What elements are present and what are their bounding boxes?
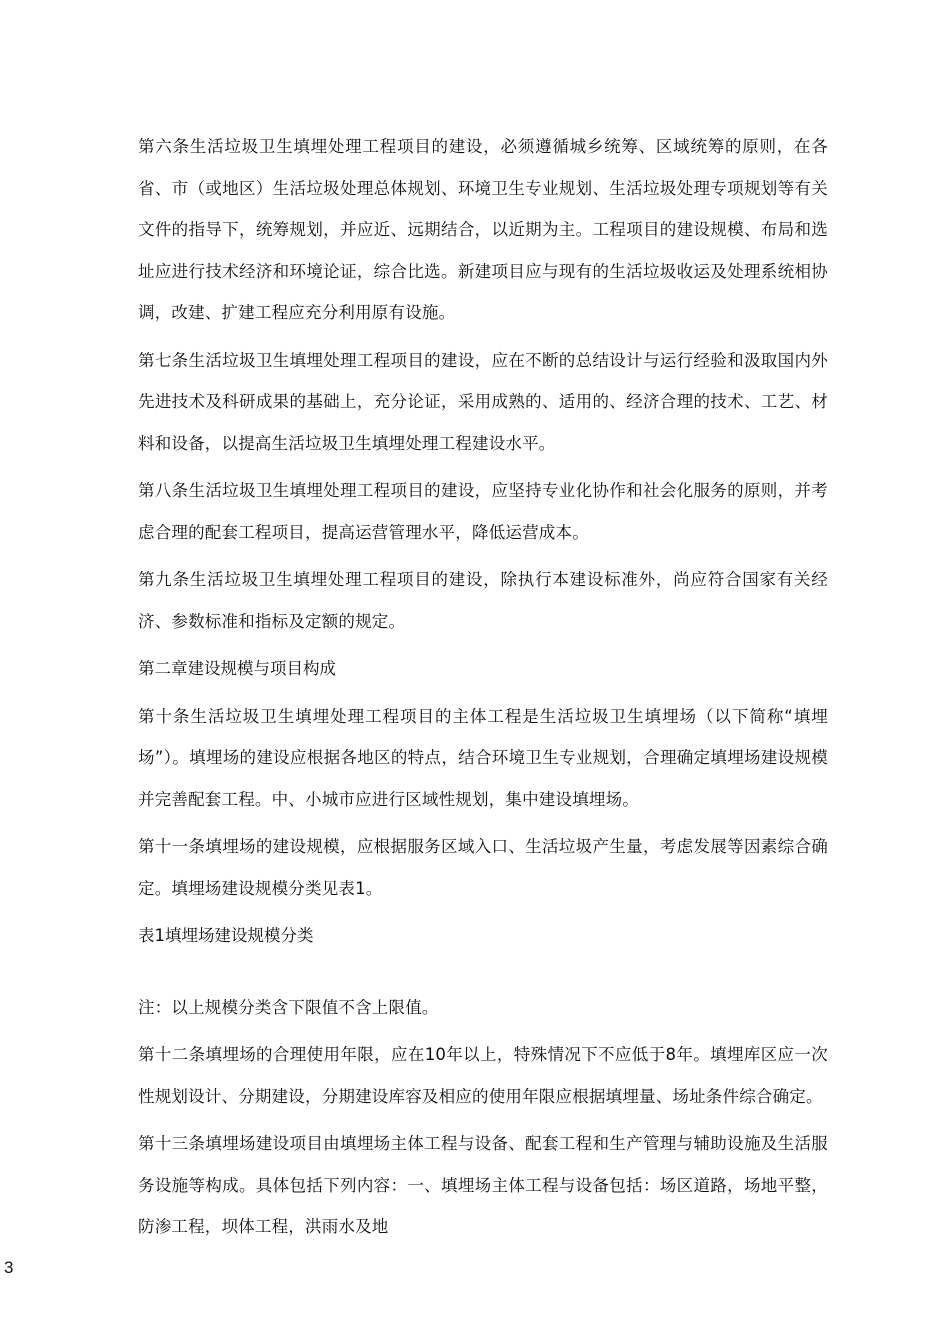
page-number: 3: [4, 1258, 14, 1277]
article-7-paragraph: 第七条生活垃圾卫生填埋处理工程项目的建设，应在不断的总结设计与运行经验和汲取国内外先进技术及科研成果的基础上，充分论证，采用成熟的、适用的、经济合理的技术、工艺、材料和设备，以提高生活垃圾卫生填埋处理工程建设水平。: [138, 350, 828, 453]
chapter-2-heading: 第二章建设规模与项目构成: [138, 659, 336, 678]
article-11-paragraph: 第十一条填埋场的建设规模，应根据服务区域入口、生活垃圾产生量，考虑发展等因素综合确定。填埋场建设规模分类见表1。: [138, 837, 828, 898]
article-6-paragraph: 第六条生活垃圾卫生填埋处理工程项目的建设，必须遵循城乡统筹、区域统筹的原则，在各省、市（或地区）生活垃圾处理总体规划、环境卫生专业规划、生活垃圾处理专项规划等有关文件的指导下，统筹规划，并应近、远期结合，以近期为主。工程项目的建设规模、布局和选址应进行技术经济和环境论证，综合比选。新建项目应与现有的生活垃圾收运及处理系统相协调，改建、扩建工程应充分利用原有设施。: [138, 137, 828, 322]
article-13-paragraph: 第十三条填埋场建设项目由填埋场主体工程与设备、配套工程和生产管理与辅助设施及生活服务设施等构成。具体包括下列内容：一、填埋场主体工程与设备包括：场区道路，场地平整，防渗工程，坝体工程，洪雨水及地: [138, 1134, 828, 1236]
table-note: 注：以上规模分类含下限值不含上限值。: [138, 997, 439, 1017]
article-12-paragraph: 第十二条填埋场的合理使用年限，应在10年以上，特殊情况下不应低于8年。填埋库区应一次性规划设计、分期建设，分期建设库容及相应的使用年限应根据填埋量、场址条件综合确定。: [138, 1045, 828, 1106]
document-body: [138, 126, 828, 1254]
article-8-paragraph: 第八条生活垃圾卫生填埋处理工程项目的建设，应坚持专业化协作和社会化服务的原则，并考虑合理的配套工程项目，提高运营管理水平，降低运营成本。: [138, 481, 828, 542]
table-1-caption: 表1填埋场建设规模分类: [138, 926, 314, 945]
article-9-paragraph: 第九条生活垃圾卫生填埋处理工程项目的建设，除执行本建设标准外，尚应符合国家有关经济、参数标准和指标及定额的规定。: [138, 570, 828, 631]
table-placeholder-gap: [138, 963, 828, 987]
article-10-paragraph: 第十条生活垃圾卫生填埋处理工程项目的主体工程是生活垃圾卫生填埋场（以下简称“填埋场”）。填埋场的建设应根据各地区的特点，结合环境卫生专业规划，合理确定填埋场建设规模并完善配套工程。中、小城市应进行区域性规划，集中建设填埋场。: [138, 706, 828, 809]
